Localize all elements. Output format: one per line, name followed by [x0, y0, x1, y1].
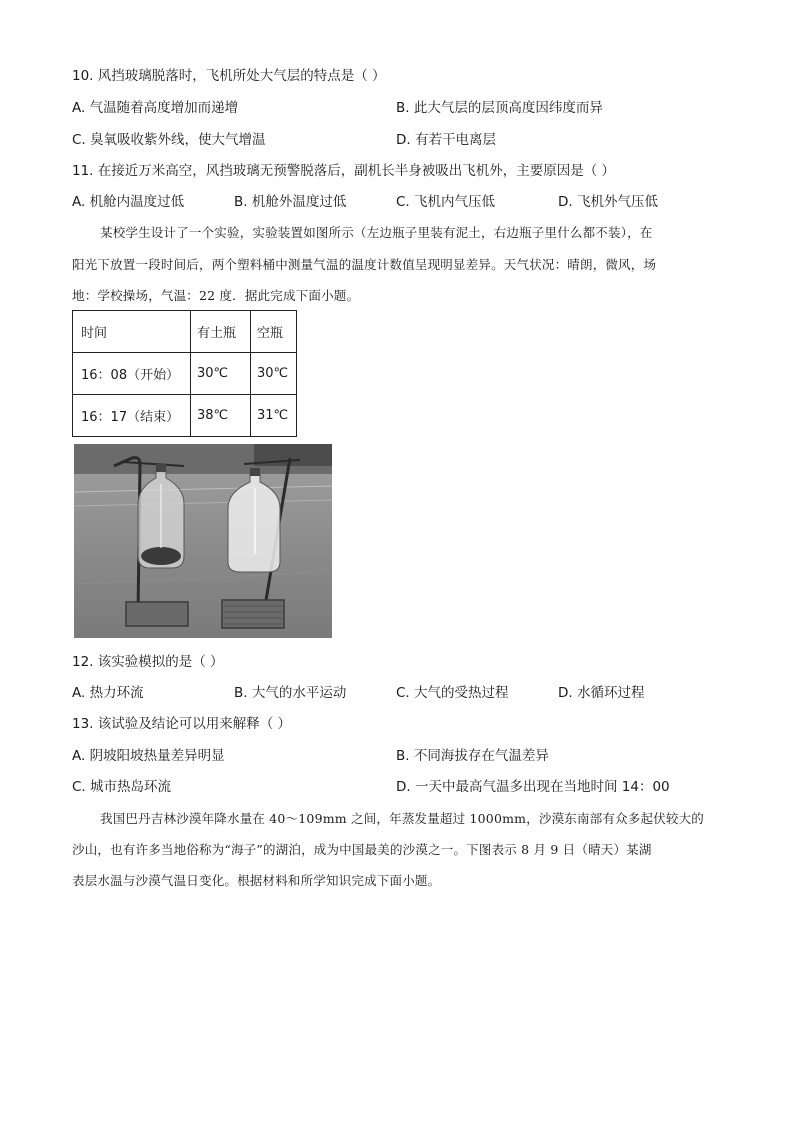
q10-option-c: C. 臭氧吸收紫外线，使大气增温 [72, 132, 266, 148]
material2-line-2: 沙山，也有许多当地俗称为“海子”的湖泊，成为中国最美的沙漠之一。下图表示 8 月 9 日（晴天）某湖 [72, 842, 652, 857]
q10-option-a: A. 气温随着高度增加而递增 [72, 100, 239, 116]
material1-line-3: 地：学校操场，气温：22 度．据此完成下面小题。 [72, 288, 360, 303]
q10-option-d: D. 有若干电离层 [396, 132, 496, 148]
material2-line-1: 我国巴丹吉林沙漠年降水量在 40～109mm 之间，年蒸发量超过 1000mm，沙漠东南部有众多起伏较大的 [100, 811, 705, 826]
table-cell: 16：17（结束） [73, 395, 191, 437]
table-row [73, 395, 297, 437]
table-header-row [73, 311, 297, 353]
experiment-photo [74, 444, 332, 638]
temperature-table [72, 310, 297, 437]
material1-line-2: 阳光下放置一段时间后，两个塑料桶中测量气温的温度计数值呈现明显差异。天气状况：晴朗，微风，场 [72, 257, 657, 272]
q12-stem: 12. 该实验模拟的是（ ） [72, 654, 224, 670]
q11-option-a: A. 机舱内温度过低 [72, 194, 185, 210]
table-cell: 38℃ [191, 395, 251, 437]
table-cell: 31℃ [251, 395, 297, 437]
q12-option-a: A. 热力环流 [72, 685, 144, 701]
q11-option-b: B. 机舱外温度过低 [234, 194, 347, 210]
q13-option-c: C. 城市热岛环流 [72, 779, 172, 795]
table-cell: 30℃ [191, 353, 251, 395]
table-header-cell: 有土瓶 [191, 311, 251, 353]
q10-option-b: B. 此大气层的层顶高度因纬度而异 [396, 100, 603, 116]
q12-option-c: C. 大气的受热过程 [396, 685, 509, 701]
q13-option-b: B. 不同海拔存在气温差异 [396, 748, 549, 764]
q13-option-d: D. 一天中最高气温多出现在当地时间 14：00 [396, 779, 670, 795]
q12-option-d: D. 水循环过程 [558, 685, 645, 701]
q11-option-c: C. 飞机内气压低 [396, 194, 496, 210]
q13-stem: 13. 该试验及结论可以用来解释（ ） [72, 716, 292, 732]
q10-stem: 10. 风挡玻璃脱落时，飞机所处大气层的特点是（ ） [72, 68, 386, 84]
q11-stem: 11. 在接近万米高空，风挡玻璃无预警脱落后，副机长半身被吸出飞机外，主要原因是（ ） [72, 163, 616, 179]
table-cell: 30℃ [251, 353, 297, 395]
table-cell: 16：08（开始） [73, 353, 191, 395]
q12-option-b: B. 大气的水平运动 [234, 685, 347, 701]
q11-option-d: D. 飞机外气压低 [558, 194, 658, 210]
material2-line-3: 表层水温与沙漠气温日变化。根据材料和所学知识完成下面小题。 [72, 873, 441, 888]
table-header-cell: 空瓶 [251, 311, 297, 353]
material1-line-1: 某校学生设计了一个实验，实验装置如图所示（左边瓶子里装有泥土，右边瓶子里什么都不装），在 [100, 225, 653, 240]
q13-option-a: A. 阴坡阳坡热量差异明显 [72, 748, 225, 764]
table-header-cell: 时间 [73, 311, 191, 353]
table-row [73, 353, 297, 395]
